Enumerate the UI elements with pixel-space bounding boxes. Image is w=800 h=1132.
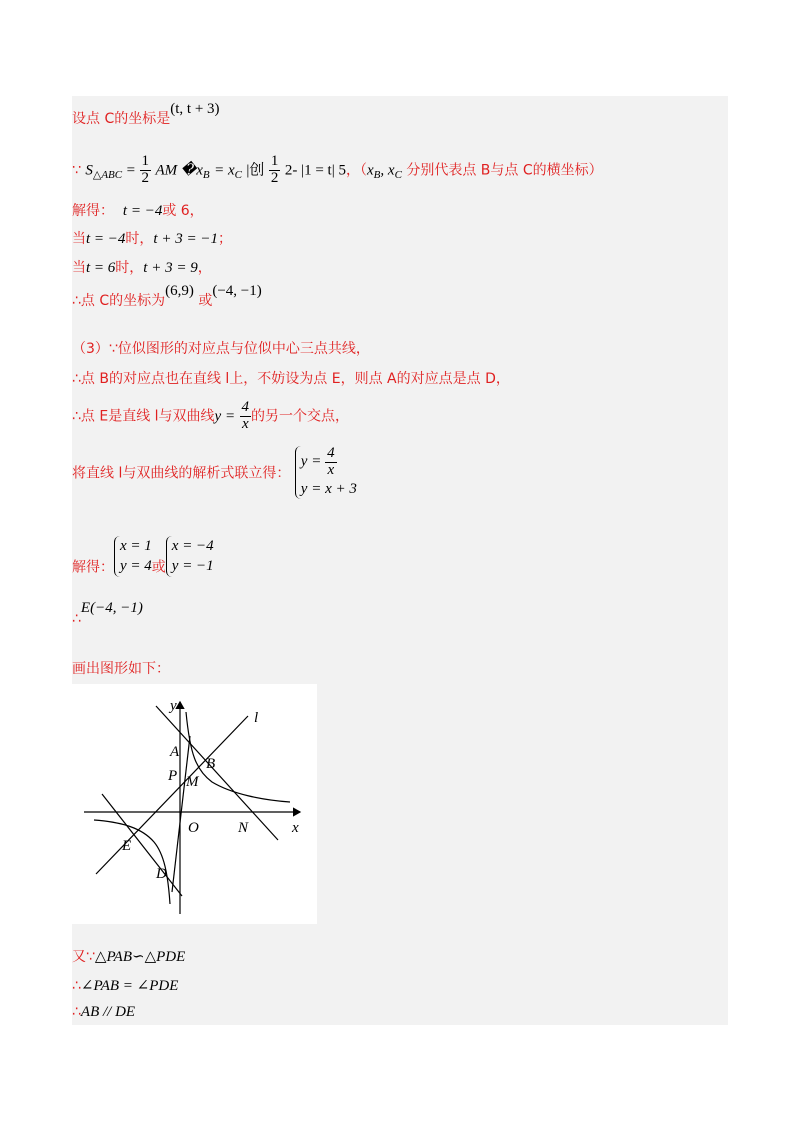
line-ED: [102, 794, 182, 896]
geometry-figure: [72, 684, 317, 924]
label-N: N: [238, 820, 249, 836]
equation-system: y = $\frac{4}{x}$ y = x + 3: [295, 446, 357, 499]
line-7: （3）∵位似图形的对应点与位似中心三点共线，: [72, 341, 370, 357]
line-3: 解得： t = −4或 6，: [72, 203, 204, 219]
solution-system-2: x = −4 y = −1: [166, 536, 214, 577]
label-O: O: [188, 820, 199, 836]
line-10: 将直线 l与双曲线的解析式联立得： y = $\frac{4}{x}$ y = x + 3: [72, 446, 357, 499]
line-2: ∵ $S_{\triangle ABC}$ = $\frac{1}{2}$ AM $�x_B = x_C$ |创 $\frac{1}{2}$ 2- |1 = t| 5，（$x_B$, $x_C$ 分别代表点 B与点 C的横坐标）: [72, 153, 603, 186]
label-M: M: [186, 774, 199, 790]
line-6: ∴点 C的坐标为(6,9) 或(−4, −1): [72, 283, 262, 309]
figure-svg: [72, 684, 317, 924]
line-l: [96, 716, 248, 874]
solution-panel: [72, 96, 728, 1025]
line-4: 当t = −4时，t + 3 = −1；: [72, 231, 232, 247]
label-B: B: [206, 756, 216, 772]
line-16: ∴AB // DE: [72, 1004, 136, 1020]
line-11: 解得： x = 1 y = 4 或 x = −4 y = −1: [72, 538, 214, 576]
fraction-4-over-x: $\frac{4}{x}$: [241, 399, 250, 432]
fraction-half-2: $\frac{1}{2}$: [270, 153, 279, 186]
label-x: x: [292, 820, 299, 836]
label-D: D: [156, 866, 167, 882]
line-15: ∴∠PAB = ∠PDE: [72, 978, 179, 994]
label-l: l: [254, 710, 259, 726]
solution-system-1: x = 1 y = 4: [114, 536, 152, 577]
hyperbola-branch-1: [186, 712, 290, 802]
line-12: ∴E(−4, −1): [72, 600, 143, 627]
line-5: 当t = 6时，t + 3 = 9，: [72, 260, 212, 276]
line-9: ∴点 E是直线 l与双曲线y = $\frac{4}{x}$ 的另一个交点，: [72, 399, 350, 432]
label-y: y: [170, 698, 177, 714]
line-13: 画出图形如下：: [72, 661, 170, 677]
coord-c-expression: (t, t + 3): [170, 101, 220, 117]
label-A: A: [170, 744, 180, 760]
label-P: P: [168, 768, 178, 784]
line-8: ∴点 B的对应点也在直线 l上，不妨设为点 E，则点 A的对应点是点 D，: [72, 371, 510, 387]
line-14: 又∵△PAB∽△PDE: [72, 949, 186, 965]
line-1: 设点 C的坐标是(t, t + 3): [72, 101, 220, 127]
label-E: E: [122, 838, 132, 854]
fraction-half-1: $\frac{1}{2}$: [141, 153, 149, 186]
